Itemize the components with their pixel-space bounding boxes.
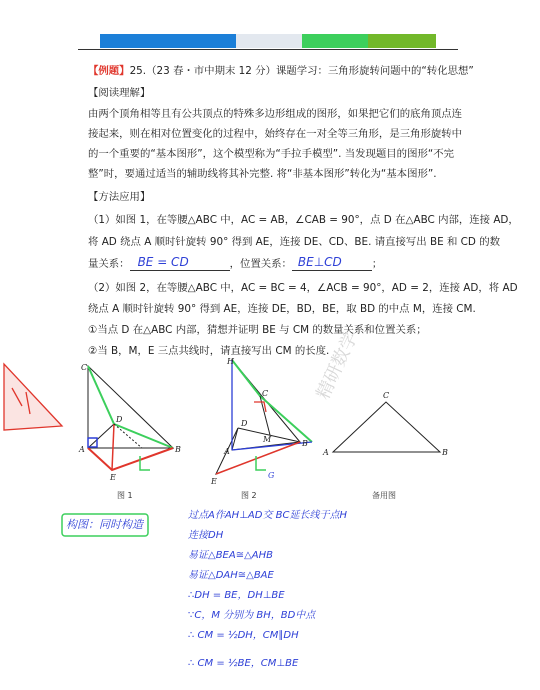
- note-step-3: 易证△BEA≅△AHB: [188, 550, 273, 561]
- q1-end-mark: ；: [371, 258, 383, 270]
- q1-line-2: 将 AD 绕点 A 顺时针旋转 90° 得到 AE，连接 DE、CD、BE. 请直接写出 BE 和 CD 的数: [88, 236, 500, 248]
- figure-2-caption: 图 2: [241, 491, 257, 500]
- fig1-label-b: B: [175, 445, 181, 454]
- q1-quantity-label: 量关系：: [88, 258, 130, 270]
- q2-part-ii: ②当 B，M，E 三点共线时，请直接写出 CM 的长度.: [88, 345, 330, 357]
- figure-1-caption: 图 1: [117, 491, 133, 500]
- note-step-4: 易证△DAH≅△BAE: [188, 570, 274, 581]
- note-tag: 构图：同时构造: [66, 518, 143, 531]
- fig1-ae-be: [88, 448, 173, 470]
- note-step-7: ∴ CM = ½DH，CM∥DH: [188, 630, 299, 641]
- watermark: 精研数学: [312, 328, 363, 403]
- reading-body: 由两个顶角相等且有公共顶点的特殊多边形组成的图形，如果把它们的底角顶点连接起来，则在相对位置变化的过程中，始终存在一对全等三角形，是三角形旋转中的一个重要的“基本图形”，这个模型称为“手拉手模型”. 当发现题目的图形“不完整”时，要通过适当的辅助线将其补完整. 将“非基本图形”转化为“基本图形”.: [88, 108, 463, 180]
- q1-position-label: ，位置关系：: [229, 258, 292, 270]
- note-step-1: 过点A作AH⊥AD交 BC延长线于点H: [188, 510, 347, 521]
- fig2-base-extension: [232, 442, 312, 450]
- side-sketch-triangle: [4, 364, 62, 430]
- fig1-dashed: [114, 424, 142, 448]
- fig1-right-angle: [88, 438, 97, 447]
- fig1-de: [112, 424, 114, 470]
- note-step-5: ∴DH = BE，DH⊥BE: [188, 590, 285, 601]
- reading-heading: 【阅读理解】: [88, 87, 151, 99]
- fig2-label-e: E: [211, 477, 217, 486]
- fig1-ad: [88, 424, 114, 448]
- fig2-label-d: D: [241, 419, 248, 428]
- fig1-label-c: C: [81, 363, 88, 372]
- q1-handwritten-answer-2: BE⊥CD: [297, 255, 342, 269]
- example-tag: 【例题】: [88, 65, 130, 77]
- fig1-label-e: E: [110, 473, 116, 482]
- figure-1: [88, 366, 173, 470]
- fig1-cd: [88, 366, 114, 424]
- fig2-label-m: M: [263, 435, 272, 444]
- fig2-label-b: B: [302, 439, 308, 448]
- backup-label-b: B: [442, 448, 448, 457]
- q2-line-1: （2）如图 2，在等腰△ABC 中，AC = BC = 4，∠ACB = 90°，AD = 2，连接 AD，将 AD: [88, 282, 518, 294]
- note-step-2: 连接DH: [188, 530, 224, 541]
- note-step-6: ∵C，M 分别为 BH，BD中点: [188, 610, 316, 621]
- q1-line-1: （1）如图 1，在等腰△ABC 中，AC = AB，∠CAB = 90°，点 D 在△ABC 内部，连接 AD，: [88, 214, 519, 226]
- fig2-label-a: A: [224, 447, 230, 456]
- backup-label-a: A: [323, 448, 329, 457]
- fig2-label-h: H: [227, 357, 234, 366]
- fig1-label-d: D: [116, 415, 123, 424]
- problem-title-text: 25.（23 春・市中期末 12 分）课题学习：三角形旋转问题中的“转化思想”: [129, 65, 474, 77]
- side-sketch: [4, 364, 62, 430]
- q2-line-2: 绕点 A 顺时针旋转 90° 得到 AE，连接 DE，BD，BE，取 BD 的中点 M，连接 CM.: [88, 303, 476, 315]
- q1-handwritten-answer-1: BE = CD: [137, 255, 189, 269]
- fig1-label-a: A: [79, 445, 85, 454]
- fig2-label-g: G: [268, 471, 275, 480]
- note-step-8: ∴ CM = ½BE，CM⊥BE: [188, 658, 299, 669]
- figure-backup-caption: 备用图: [372, 491, 396, 500]
- fig2-label-c: C: [262, 389, 269, 398]
- backup-triangle: [333, 402, 440, 452]
- figure-2: [216, 360, 312, 474]
- fig1-db-green: [114, 424, 173, 448]
- q2-part-i: ①当点 D 在△ABC 内部，猜想并证明 BE 与 CM 的数量关系和位置关系；: [88, 324, 427, 336]
- backup-label-c: C: [383, 391, 390, 400]
- figure-backup: [333, 402, 440, 452]
- method-heading: 【方法应用】: [88, 191, 151, 203]
